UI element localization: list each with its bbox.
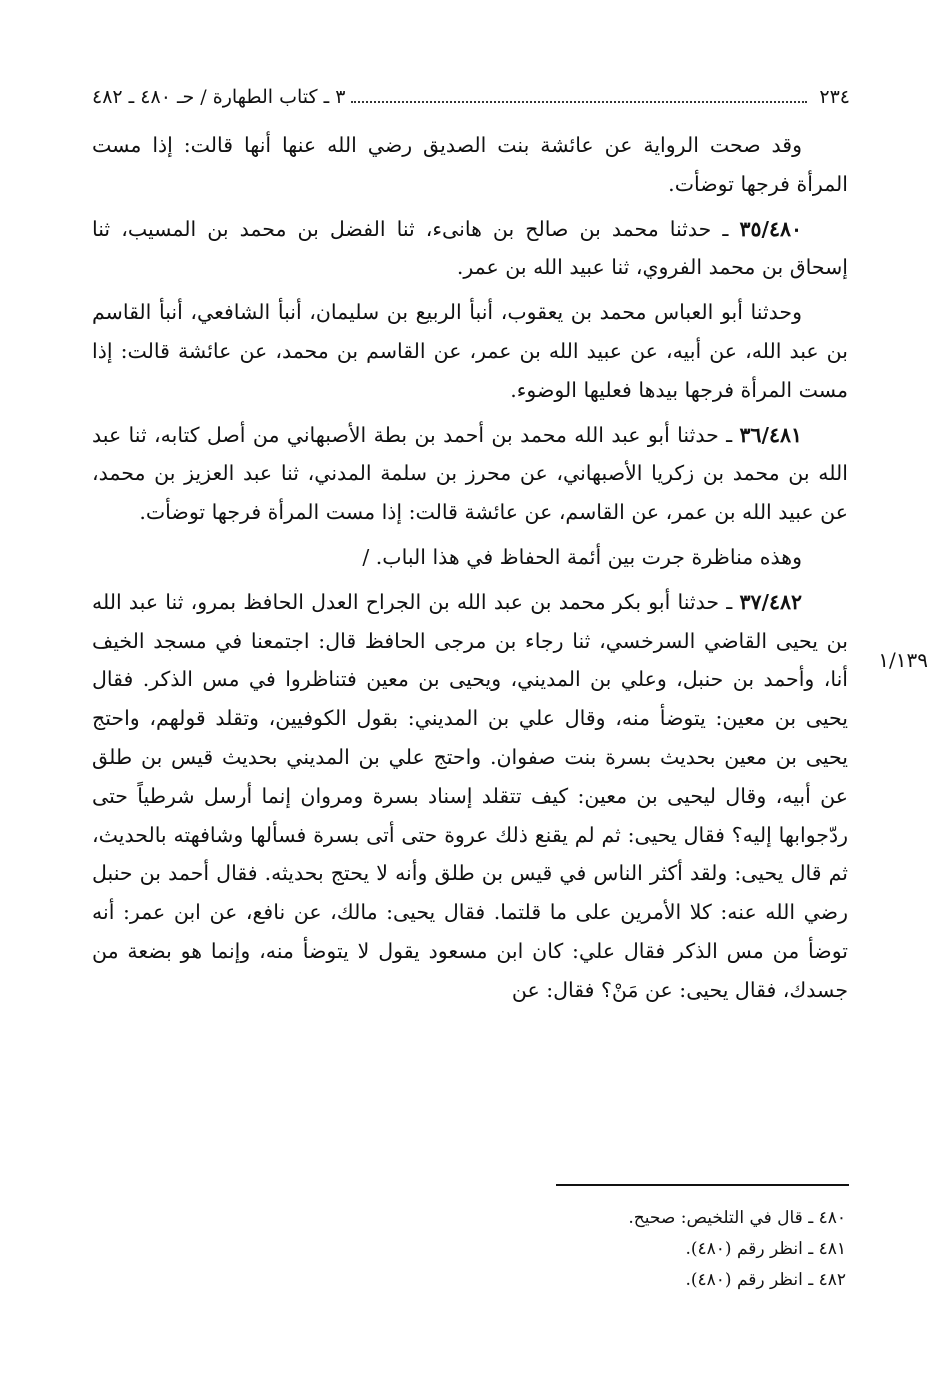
hadith-481 (92, 416, 848, 532)
hadith-number: ٣٧/٤٨٢ (739, 589, 802, 614)
footnote-480: ٤٨٠ ـ قال في التلخيص: صحيح. (628, 1208, 846, 1228)
footnote-482: ٤٨٢ ـ انظر رقم (٤٨٠). (685, 1270, 846, 1290)
paragraph-debate-intro (92, 538, 848, 577)
hadith-number: ٣٥/٤٨٠ (739, 216, 802, 241)
hadith-text: ـ حدثنا محمد بن صالح بن هانىء، ثنا الفضل بن محمد بن المسيب، ثنا إسحاق بن محمد الفروي، ثنا عبيد الله بن عمر. (92, 216, 848, 280)
footnote-481: ٤٨١ ـ انظر رقم (٤٨٠). (685, 1239, 846, 1259)
page-header (92, 80, 850, 110)
paragraph-chain-shafii (92, 293, 848, 409)
header-dot-leader (351, 101, 807, 103)
hadith-482 (92, 583, 848, 1010)
hadith-text: ـ حدثنا أبو عبد الله محمد بن أحمد بن بطة الأصبهاني من أصل كتابه، ثنا عبد الله بن محمد بن زكريا الأصبهاني، عن محرز بن سلمة المدني، ثنا عبد العزيز بن محمد، عن عبيد الله بن عمر، عن القاسم، عن عائشة قالت: إذا مست المرأة فرجها توضأت. (92, 422, 848, 525)
paragraph-aisha-report (92, 126, 848, 204)
paragraph-text: وحدثنا أبو العباس محمد بن يعقوب، أنبأ الربيع بن سليمان، أنبأ الشافعي، أنبأ القاسم بن عبد الله، عن أبيه، عن عبيد الله بن عمر، عن القاسم بن محمد، عن عائشة قالت: إذا مست المرأة فرجها بيدها فعليها الوضوء. (92, 300, 848, 402)
hadith-text: ـ حدثنا أبو بكر محمد بن عبد الله بن الجراح العدل الحافظ بمرو، ثنا عبد الله بن يحيى القاضي السرخسي، ثنا رجاء بن مرجى الحافظ قال: اجتمعنا في مسجد الخيف أنا، وأحمد بن حنبل، وعلي بن المديني، ويحيى بن معين فتناظروا في مس الذكر. فقال يحيى بن معين: يتوضأ منه، وقال علي بن المديني: بقول الكوفيين، وتقلد قولهم، واحتج يحيى بن معين بحديث بسرة بنت صفوان. واحتج علي بن المديني بحديث قيس بن طلق عن أبيه، وقال ليحيى بن معين: كيف تتقلد إسناد بسرة ومروان إنما أرسل شرطياً حتى ردّجوابها إليه؟ فقال يحيى: ثم لم يقنع ذلك عروة حتى أتى بسرة فسألها وشافهته بالحديث، ثم قال يحيى: ولقد أكثر الناس في قيس بن طلق وأنه لا يحتج بحديثه. فقال أحمد بن حنبل رضي الله عنه: كلا الأمرين على ما قلتما. فقال يحيى: مالك، عن نافع، عن ابن عمر: أنه توضأ من مس الذكر فقال علي: كان ابن مسعود يقول لا يتوضأ منه، وإنما هو بضعة من جسدك، فقال يحيى: عن مَنْ؟ فقال: عن (92, 589, 848, 1002)
page-number: ٢٣٤ (819, 86, 850, 108)
main-text (92, 126, 848, 1016)
hadith-480 (92, 210, 848, 288)
manuscript-folio-marker: ١/١٣٩ (878, 648, 928, 672)
paragraph-text: وهذه مناظرة جرت بين أئمة الحفاظ في هذا الباب. / (362, 544, 802, 569)
paragraph-text: وقد صحت الرواية عن عائشة بنت الصديق رضي الله عنها أنها قالت: إذا مست المرأة فرجها توضأت. (92, 133, 848, 196)
hadith-number: ٣٦/٤٨١ (739, 422, 802, 447)
footnotes (92, 1203, 848, 1296)
running-title: ٣ ـ كتاب الطهارة / حـ ٤٨٠ ـ ٤٨٢ (92, 86, 346, 108)
footnote-divider (556, 1184, 849, 1186)
